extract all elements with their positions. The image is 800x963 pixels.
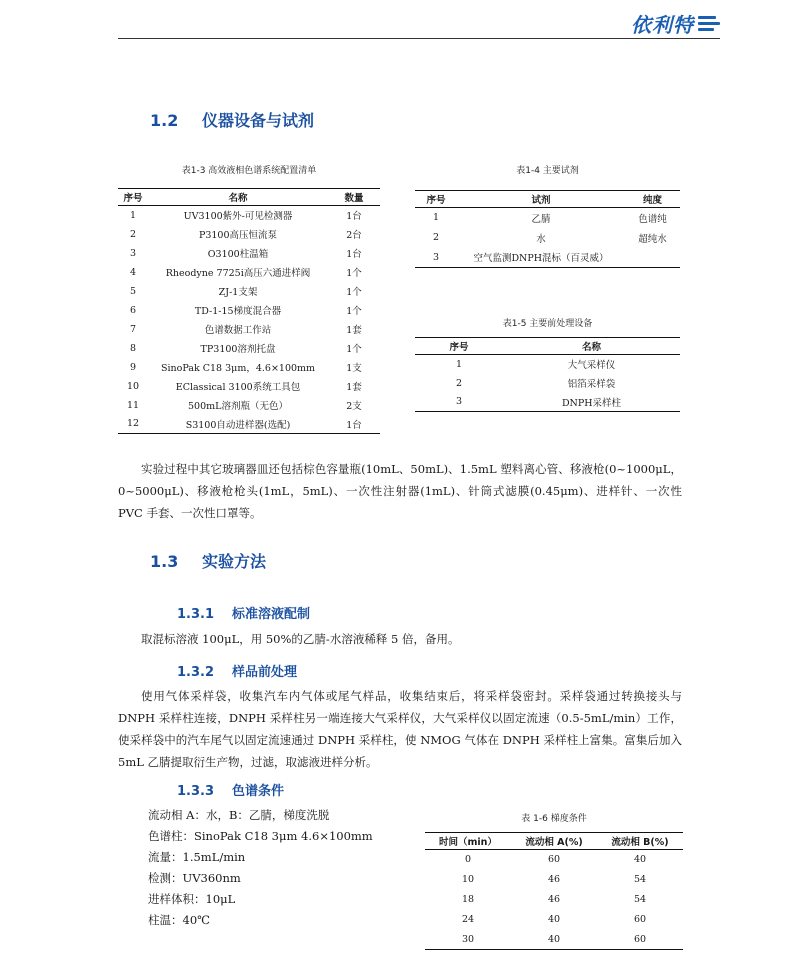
table-header: 流动相 B(%)	[597, 833, 683, 850]
table-cell: ZJ-1支架	[218, 287, 258, 298]
table-cell: 1台	[346, 211, 362, 223]
table-cell: 1个	[346, 268, 362, 279]
table-cell: 7	[129, 323, 137, 335]
table-cell: 1台	[328, 415, 380, 434]
table-cell: 铝箔采样袋	[567, 379, 616, 390]
table-cell: 54	[633, 894, 647, 905]
condition-detection: 检测：UV360nm	[148, 871, 241, 885]
table-caption-1-5: 表1-5 主要前处理设备	[502, 319, 593, 329]
table-cell: 1个	[346, 306, 362, 317]
table-cell: 10	[126, 380, 140, 392]
table-cell: 18	[461, 894, 475, 905]
table-cell: SinoPak C18 3μm，4.6×100mm	[160, 363, 316, 374]
table-cell: 3	[415, 393, 503, 412]
table-cell: TD-1-15梯度混合器	[194, 306, 282, 317]
section-title: 实验方法	[202, 552, 267, 571]
subsection-heading-1-3-2	[177, 661, 297, 680]
table-cell: 2	[432, 232, 440, 243]
table-row	[118, 377, 380, 396]
table-cell: 色谱纯	[638, 213, 667, 225]
table-row	[425, 910, 683, 930]
table-caption-1-6: 表 1-6 梯度条件	[521, 814, 587, 824]
table-cell: 超纯水	[638, 233, 667, 245]
condition-injection-volume: 进样体积：10μL	[148, 892, 236, 906]
table-header: 序号	[118, 189, 148, 206]
subsection-number: 1.3.2	[177, 665, 215, 680]
table-row	[425, 930, 683, 950]
glassware-paragraph: 实验过程中其它玻璃器皿还包括棕色容量瓶(10mL、50mL)、1.5mL 塑料离心管、移液枪(0~1000μL，0~5000μL)、移液枪枪头(1mL，5mL)、一次性注射器(1mL)、针筒式滤膜(0.45μm)、进样针、一次性 PVC 手套、一次性口罩等。	[118, 462, 682, 520]
table-header: 名称	[148, 189, 328, 206]
subsection-number: 1.3.3	[177, 784, 215, 799]
table-header: 时间（min）	[425, 833, 511, 850]
table-cell: 大气采样仪	[567, 360, 616, 372]
table-cell: TP3100溶剂托盘	[200, 344, 276, 355]
brand-logo	[631, 8, 720, 38]
table-header: 序号	[415, 191, 457, 208]
table-cell: 1	[455, 358, 463, 370]
subsection-title: 标准溶液配制	[232, 607, 311, 622]
table-row	[118, 415, 380, 434]
section-number: 1.2	[150, 111, 179, 130]
logo-bars-icon	[698, 16, 720, 31]
table-row	[425, 870, 683, 890]
table-cell: 1个	[346, 344, 362, 355]
table-cell: 8	[129, 342, 137, 354]
table-cell: 46	[547, 894, 561, 905]
table-cell: 1个	[346, 287, 362, 298]
gradient-table	[425, 832, 683, 950]
table-cell: 40	[633, 854, 647, 866]
table-cell: 1	[129, 209, 137, 221]
table-cell: 1支	[346, 363, 362, 374]
section-number: 1.3	[150, 552, 179, 571]
subsection-title: 色谱条件	[232, 784, 285, 799]
table-cell: 3	[129, 247, 137, 259]
table-row	[425, 890, 683, 910]
table-cell: 9	[129, 361, 137, 373]
table-header: 流动相 A(%)	[511, 833, 597, 850]
subsection-heading-1-3-1	[177, 603, 310, 622]
table-cell: 2	[455, 377, 463, 389]
table-cell	[625, 248, 680, 268]
table-row	[118, 263, 380, 282]
table-cell: UV3100紫外-可见检测器	[183, 211, 293, 223]
condition-mobile-phase: 流动相 A：水，B：乙腈，梯度洗脱	[148, 808, 330, 822]
table-cell: 1套	[346, 325, 362, 336]
condition-column-temperature: 柱温：40℃	[148, 913, 210, 927]
table-cell: 2台	[346, 230, 362, 241]
subsection-heading-1-3-3	[177, 780, 284, 799]
condition-column: 色谱柱：SinoPak C18 3μm 4.6×100mm	[148, 829, 373, 843]
table-cell: 54	[633, 874, 647, 885]
table-cell: 40	[511, 930, 597, 950]
table-cell: 3	[415, 248, 457, 268]
table-cell: 0	[464, 854, 472, 866]
table-caption-1-3: 表1-3 高效液相色谱系统配置清单	[181, 166, 317, 176]
section-title: 仪器设备与试剂	[202, 111, 315, 130]
table-header: 试剂	[457, 191, 625, 208]
table-cell: 10	[461, 874, 475, 885]
table-cell: 4	[129, 266, 137, 278]
table-cell: 40	[547, 914, 561, 925]
table-cell: 5	[129, 285, 137, 297]
table-cell: 11	[126, 399, 140, 411]
table-row	[415, 228, 680, 248]
table-row	[118, 301, 380, 320]
table-header: 名称	[503, 338, 680, 355]
table-caption-1-4: 表1-4 主要试剂	[516, 166, 579, 176]
table-cell: 60	[547, 854, 561, 866]
table-cell: 60	[633, 914, 647, 925]
table-header: 序号	[415, 338, 503, 355]
header-divider	[118, 38, 720, 39]
table-row	[425, 850, 683, 870]
pretreatment-table	[415, 337, 680, 412]
table-row	[415, 248, 680, 268]
table-cell: 空气监测DNPH混标（百灵威）	[457, 248, 625, 268]
table-row	[118, 396, 380, 415]
table-row	[415, 208, 680, 228]
table-row	[118, 320, 380, 339]
table-cell: 乙腈	[531, 213, 551, 225]
table-cell: 色谱数据工作站	[204, 325, 272, 336]
table-header: 数量	[328, 189, 380, 206]
table-cell: EClassical 3100系统工具包	[175, 382, 301, 393]
subsection-number: 1.3.1	[177, 607, 215, 622]
table-row	[118, 206, 380, 225]
section-heading-1-3	[150, 549, 266, 572]
table-cell: 1	[432, 212, 440, 224]
section-heading-1-2	[150, 108, 314, 131]
table-cell: 6	[129, 304, 137, 316]
standard-solution-paragraph: 取混标溶液 100μL，用 50%的乙腈-水溶液稀释 5 倍，备用。	[141, 632, 460, 646]
table-cell: 60	[597, 930, 683, 950]
table-row	[118, 225, 380, 244]
logo-text: 依利特	[631, 12, 694, 37]
table-cell: Rheodyne 7725i高压六通进样阀	[165, 268, 311, 279]
sample-pretreatment-paragraph: 使用气体采样袋，收集汽车内气体或尾气样品，收集结束后，将采样袋密封。采样袋通过转换接头与 DNPH 采样柱连接，DNPH 采样柱另一端连接大气采样仪，大气采样仪以固定流速（0.5-5mL/min）工作，使采样袋中的汽车尾气以固定流速通过 DNPH 采样柱，使 NMOG 气体在 DNPH 采样柱上富集。富集后加入 5mL 乙腈提取衍生产物，过滤，取滤液进样分析。	[118, 689, 682, 769]
instrument-table	[118, 188, 380, 434]
table-row	[415, 374, 680, 393]
condition-flow-rate: 流量：1.5mL/min	[148, 850, 246, 864]
table-row	[415, 355, 680, 374]
table-cell: O3100柱温箱	[207, 249, 269, 260]
chromatography-conditions	[148, 805, 373, 931]
table-cell: 2支	[346, 401, 362, 412]
table-cell: 2	[129, 228, 137, 240]
table-cell: 24	[461, 914, 475, 925]
table-cell: S3100自动进样器(选配)	[148, 415, 328, 434]
table-cell: 500mL溶剂瓶（无色）	[188, 401, 288, 412]
table-cell: 30	[425, 930, 511, 950]
table-row	[118, 358, 380, 377]
table-cell: 1台	[346, 249, 362, 260]
table-row	[415, 393, 680, 412]
table-cell: 46	[547, 874, 561, 885]
table-cell: 12	[118, 415, 148, 434]
table-row	[118, 244, 380, 263]
table-cell: DNPH采样柱	[503, 393, 680, 412]
table-header: 纯度	[625, 191, 680, 208]
table-row	[118, 282, 380, 301]
table-cell: 1套	[346, 382, 362, 393]
table-cell: 水	[536, 233, 546, 245]
subsection-title: 样品前处理	[232, 665, 298, 680]
table-cell: P3100高压恒流泵	[198, 230, 278, 241]
table-row	[118, 339, 380, 358]
reagent-table	[415, 190, 680, 268]
